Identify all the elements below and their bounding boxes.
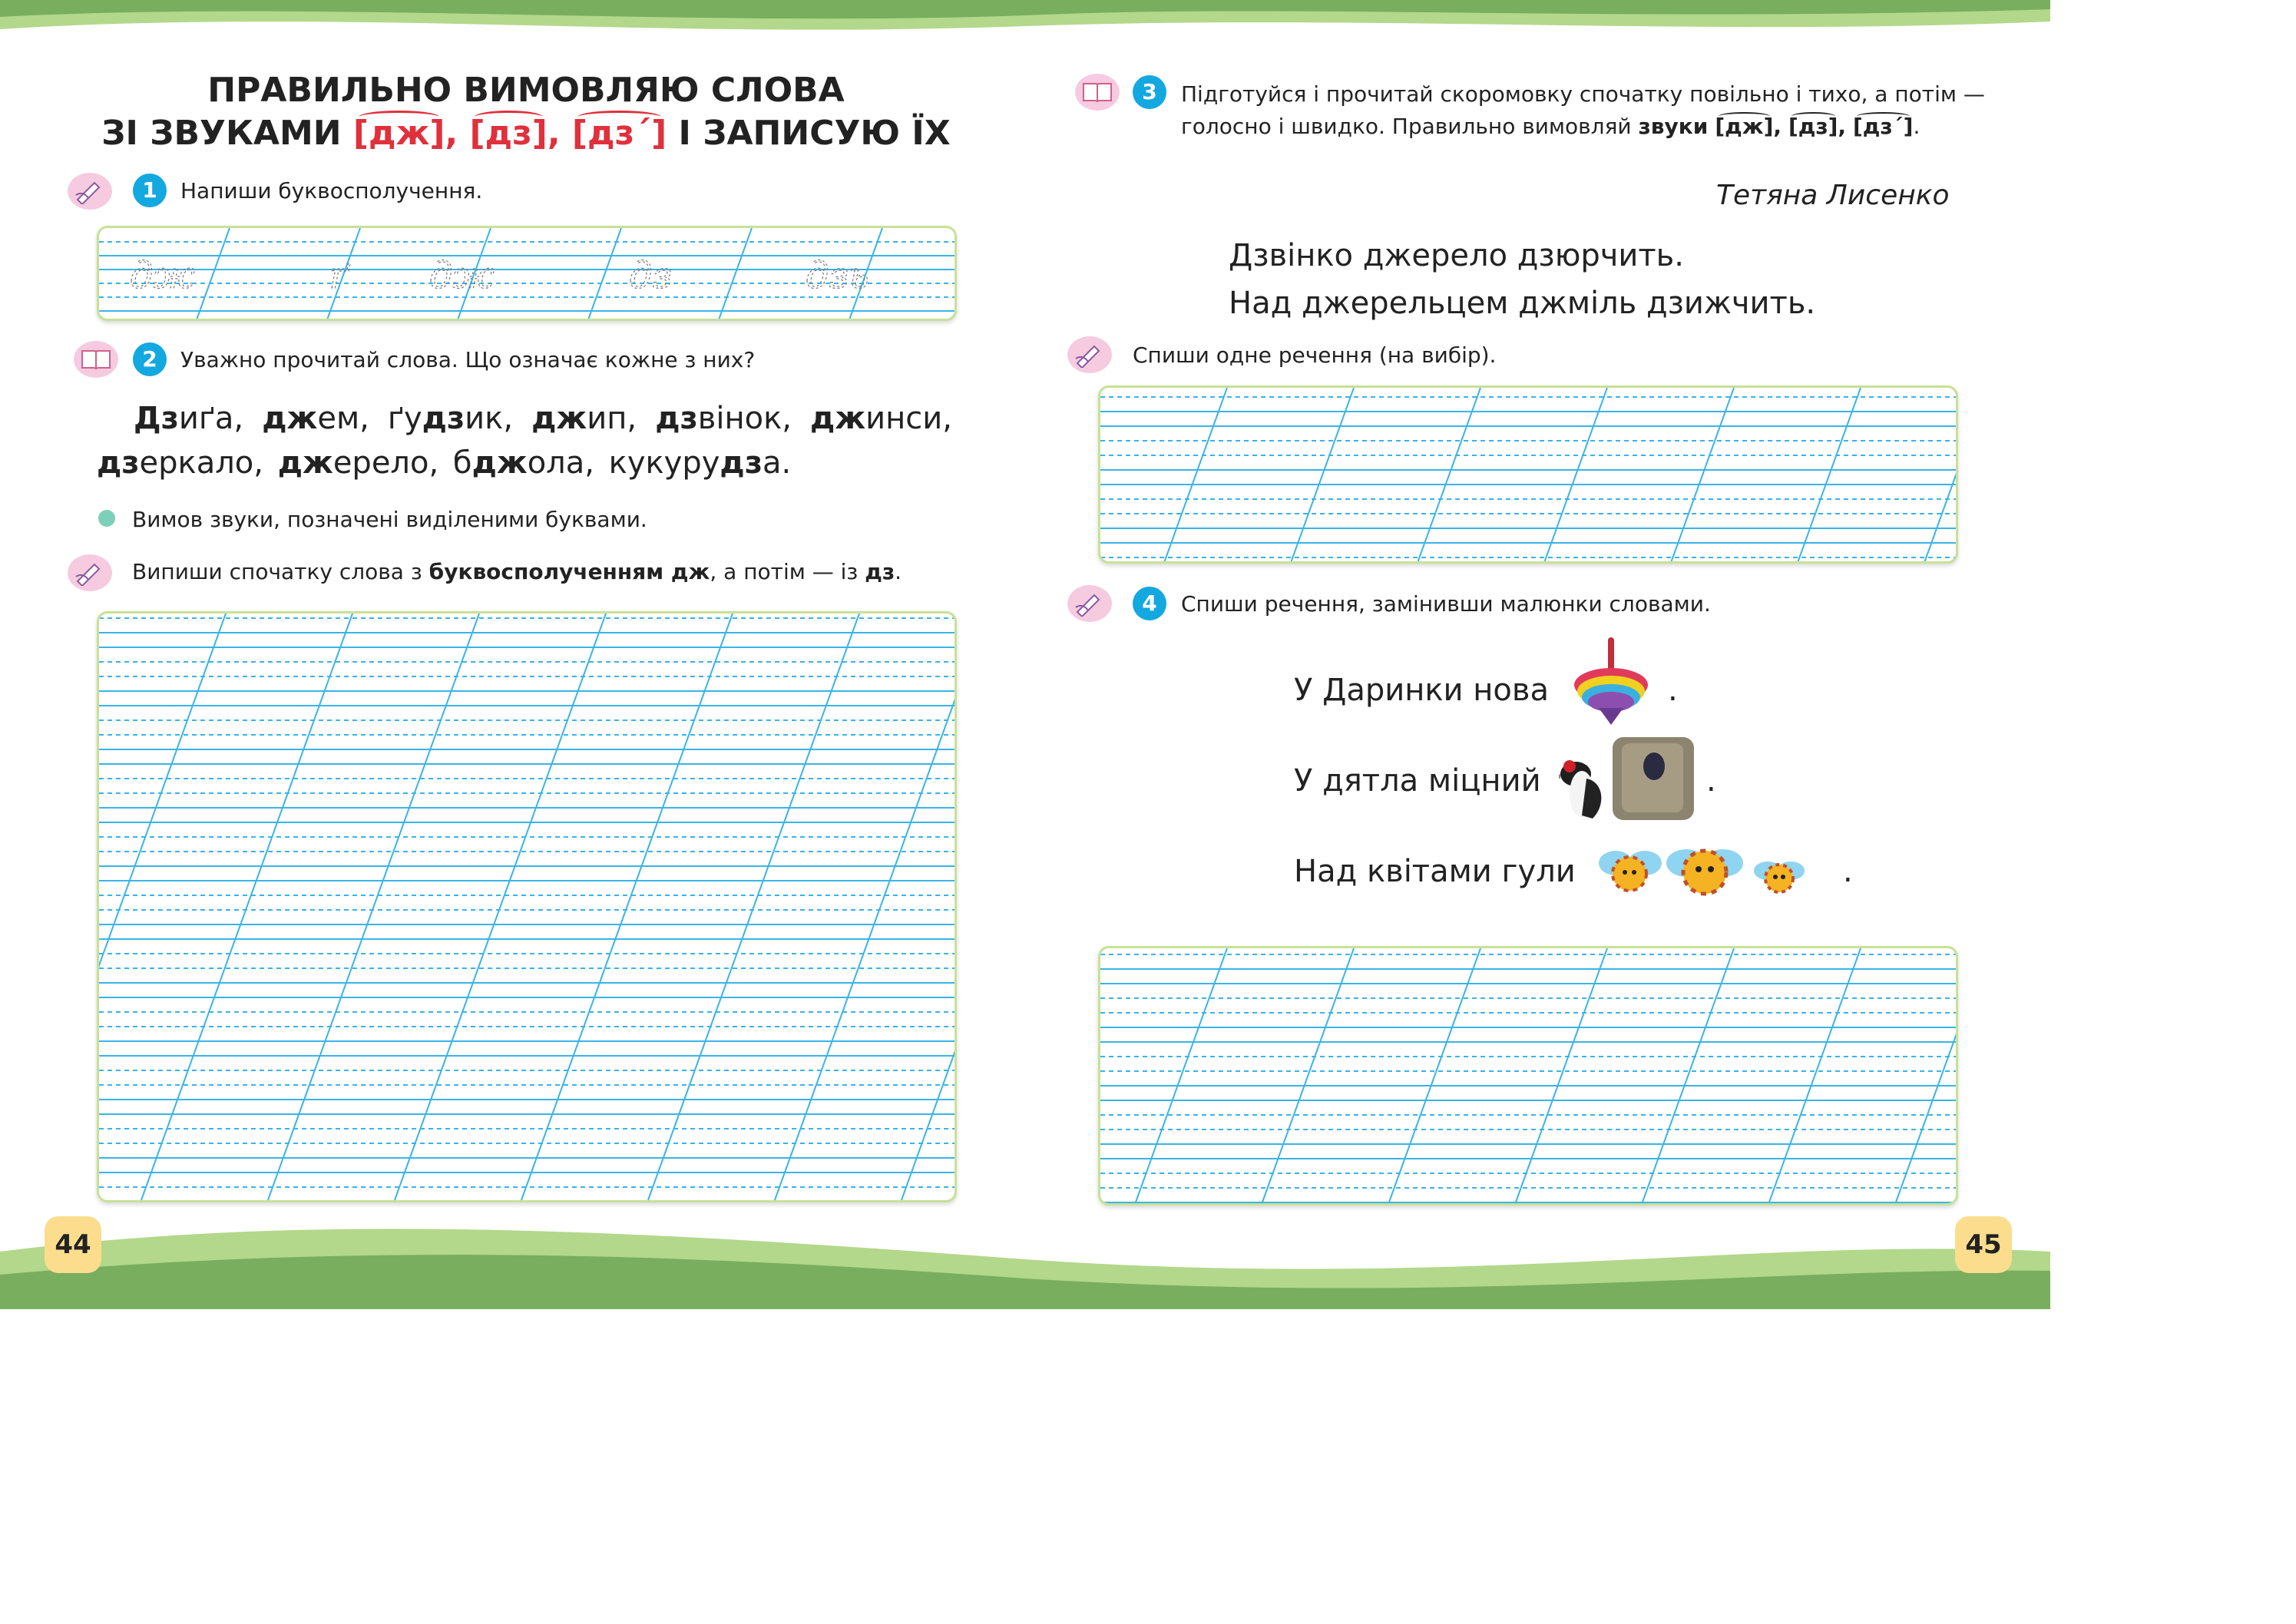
page-number-right: 45: [1955, 1216, 2012, 1273]
task-number-4: 4: [1133, 587, 1166, 620]
spinning-top-picture: [1571, 637, 1656, 729]
writing-ruling: [1100, 948, 1956, 1203]
title-suffix: І ЗАПИСУЮ ЇХ: [678, 114, 951, 153]
bees-picture: [1597, 832, 1835, 917]
writing-area-left[interactable]: [97, 611, 957, 1202]
instr-bold-dzh: буквосполученням дж: [428, 559, 710, 584]
cursive-writing-box[interactable]: [97, 226, 957, 321]
pencil-hand-icon: [1067, 585, 1112, 622]
bottom-wave-decoration: [0, 1206, 2050, 1309]
title-prefix: ЗІ ЗВУКАМИ: [101, 114, 342, 153]
sentence-2-period: .: [1706, 763, 1716, 799]
task3-bold-word: звуки: [1638, 114, 1709, 139]
pencil-hand-icon: [1067, 336, 1112, 373]
writing-ruling: [1100, 388, 1956, 561]
word-item: дзвінок,: [655, 401, 792, 436]
page-number-left: 44: [45, 1216, 101, 1273]
instr-mid: , а потім — із: [710, 559, 859, 584]
book-icon: [74, 341, 118, 378]
book-icon: [1075, 74, 1120, 111]
task2-text: Уважно прочитай слова. Що означає кожне з них?: [180, 347, 756, 372]
task3-line2: голосно і швидко. Правильно вимовляй звуки [дж], [дз], [дз´].: [1181, 114, 1921, 139]
instr-start: Випиши спочатку слова з: [132, 559, 422, 584]
word-item: джинси,: [810, 401, 952, 436]
top-wave-decoration: [0, 0, 2050, 46]
page-title-line1: ПРАВИЛЬНО ВИМОВЛЯЮ СЛОВА: [207, 71, 845, 110]
task3-end: .: [1913, 114, 1921, 139]
word-item: кукурудза.: [608, 445, 792, 481]
instr-end: .: [895, 559, 902, 584]
pronounce-instruction: Вимов звуки, позначені виділеними буквами.: [132, 507, 647, 532]
pencil-hand-icon: [68, 554, 112, 591]
word-item: джем,: [262, 401, 369, 436]
instr-bold-dz: дз: [865, 559, 895, 584]
pencil-hand-icon: [68, 173, 112, 210]
title-sound-dz: [дз]: [469, 114, 548, 153]
word-item: дзеркало,: [97, 445, 263, 481]
copy-one-sentence-instruction: Спиши одне речення (на вибір).: [1133, 342, 1497, 368]
writing-area-right-top[interactable]: [1098, 385, 1958, 564]
task-number-3: 3: [1133, 75, 1166, 109]
poem-line-1: Дзвінко джерело дзюрчить.: [1229, 238, 1684, 273]
word-item: джерело,: [277, 445, 439, 481]
cursive-sample: дж: [130, 254, 195, 297]
task-number-1: 1: [133, 174, 167, 207]
sentence-3-period: .: [1843, 854, 1853, 889]
word-list: [97, 396, 952, 485]
cursive-ruling: [99, 228, 954, 319]
task3-line1: Підготуйся і прочитай скоромовку спочатку повільно і тихо, а потім —: [1181, 81, 1985, 107]
word-item: бджола,: [452, 445, 594, 481]
task3-sound-dz: [дз]: [1788, 114, 1838, 139]
task4-text: Спиши речення, замінивши малюнки словами.: [1181, 591, 1711, 617]
poem-line-2: Над джерельцем джміль дзижчить.: [1229, 286, 1816, 321]
cursive-sample: дз: [629, 254, 673, 297]
title-sep: ,: [547, 114, 561, 153]
task-number-2: 2: [133, 342, 167, 376]
word-item: Дзиґа,: [134, 401, 244, 436]
writing-area-right-bottom[interactable]: [1098, 946, 1958, 1206]
task3-line2-text: голосно і швидко. Правильно вимовляй: [1181, 114, 1632, 139]
sentence-3: Над квітами гули: [1294, 854, 1576, 889]
sentence-2: У дятла міцний: [1294, 763, 1541, 799]
cursive-sample: дж: [429, 254, 495, 297]
bullet-dot: [98, 510, 115, 527]
woodpecker-picture: [1559, 736, 1697, 822]
sentence-1: У Даринки нова: [1294, 673, 1549, 708]
title-sound-dz-soft: [дз´]: [571, 114, 667, 153]
writing-ruling: [99, 614, 954, 1200]
title-sep: ,: [445, 114, 458, 153]
cursive-sample: ґ: [329, 254, 349, 297]
word-item: джип,: [531, 401, 637, 436]
task3-sound-dzh: [дж]: [1715, 114, 1774, 139]
write-out-instruction: [132, 559, 902, 584]
task1-text: Напиши буквосполучення.: [180, 178, 483, 203]
word-item: ґудзик,: [387, 401, 514, 436]
title-sound-dzh: [дж]: [352, 114, 445, 153]
task3-sound-dz-soft: [дз´]: [1852, 114, 1914, 139]
sentence-1-period: .: [1668, 673, 1678, 708]
cursive-sample: дзь: [806, 254, 869, 297]
poem-author: Тетяна Лисенко: [1716, 180, 1950, 211]
page-title-line2: [84, 114, 968, 153]
